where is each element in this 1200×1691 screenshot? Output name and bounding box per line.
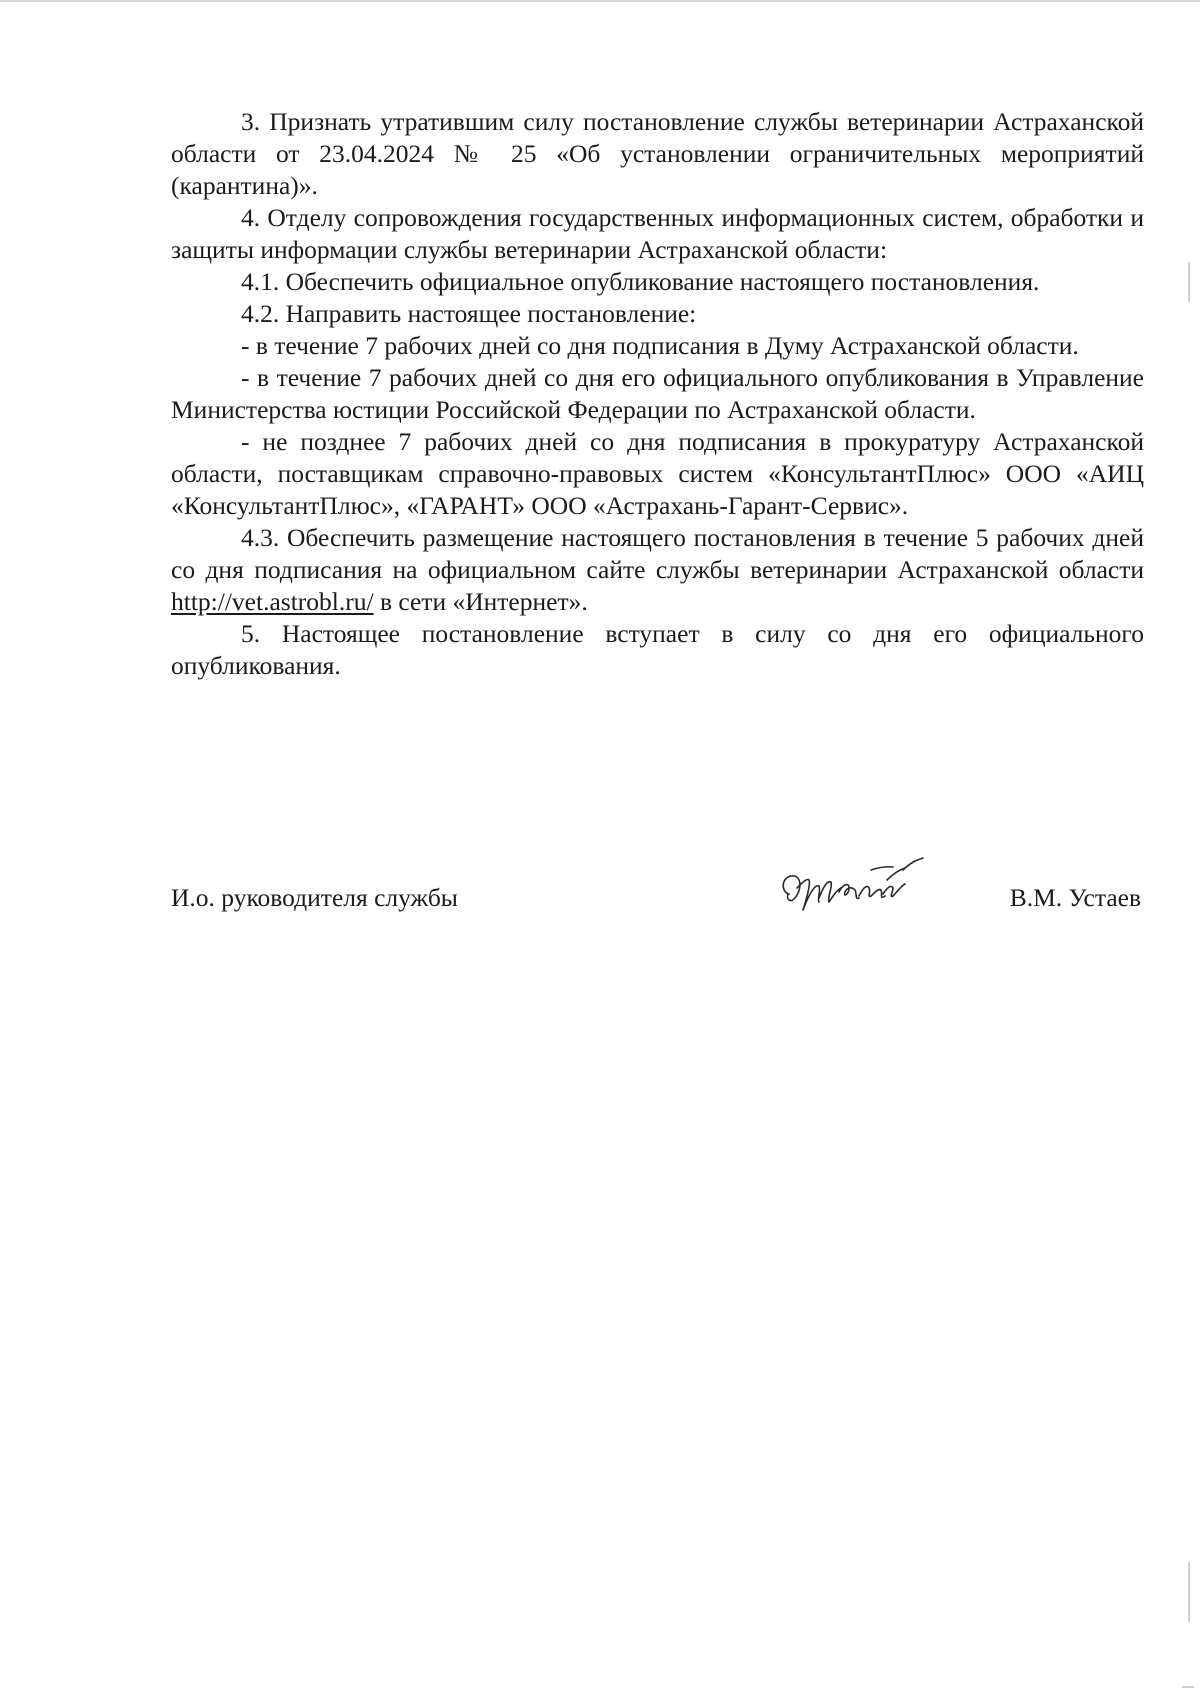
list-item-prosecutor-and-legal-systems: - не позднее 7 рабочих дней со дня подписания в прокуратуру Астраханской области, поставщикам справочно-правовых систем «КонсультантПлюс» ООО «АИЦ «КонсультантПлюс», «ГАРАНТ» ООО «Астрахань-Гарант-Сервис».: [171, 427, 1144, 520]
document-body: [171, 106, 1144, 682]
paragraph-3-repeal: 3. Признать утратившим силу постановление службы ветеринарии Астраханской области от 23.04.2024 № 25 «Об установлении ограничительных мероприятий (карантина)».: [171, 107, 1144, 200]
website-link[interactable]: http://vet.astrobl.ru/: [171, 587, 374, 616]
signatory-position: И.о. руководителя службы: [171, 883, 458, 912]
signatory-name: В.М. Устаев: [1009, 883, 1141, 912]
scan-edge-mark: [1188, 262, 1190, 302]
paragraph-4-3-text-start: 4.3. Обеспечить размещение настоящего постановления в течение 5 рабочих дней со дня подписания на официальном сайте службы ветеринарии Астраханской области: [171, 523, 1144, 584]
paragraph-4-2-send: 4.2. Направить настоящее постановление:: [241, 299, 697, 328]
paragraph-5-effective: 5. Настоящее постановление вступает в силу со дня его официального опубликования.: [171, 619, 1144, 680]
scan-edge-mark: [1182, 1686, 1194, 1688]
paragraph-4-3-text-end: в сети «Интернет».: [373, 587, 588, 616]
paragraph-4-1-publication: 4.1. Обеспечить официальное опубликование настоящего постановления.: [241, 267, 1040, 296]
list-item-duma: - в течение 7 рабочих дней со дня подписания в Думу Астраханской области.: [241, 331, 1079, 360]
handwritten-signature: [775, 848, 935, 928]
scan-edge-mark: [1188, 1562, 1190, 1622]
paragraph-4-3-website: [171, 522, 1144, 618]
list-item-ministry-of-justice: - в течение 7 рабочих дней со дня его официального опубликования в Управление Министерства юстиции Российской Федерации по Астраханской области.: [171, 363, 1144, 424]
paragraph-4-department: 4. Отделу сопровождения государственных информационных систем, обработки и защиты информации службы ветеринарии Астраханской области:: [171, 203, 1144, 264]
signature-block: [171, 848, 1141, 928]
